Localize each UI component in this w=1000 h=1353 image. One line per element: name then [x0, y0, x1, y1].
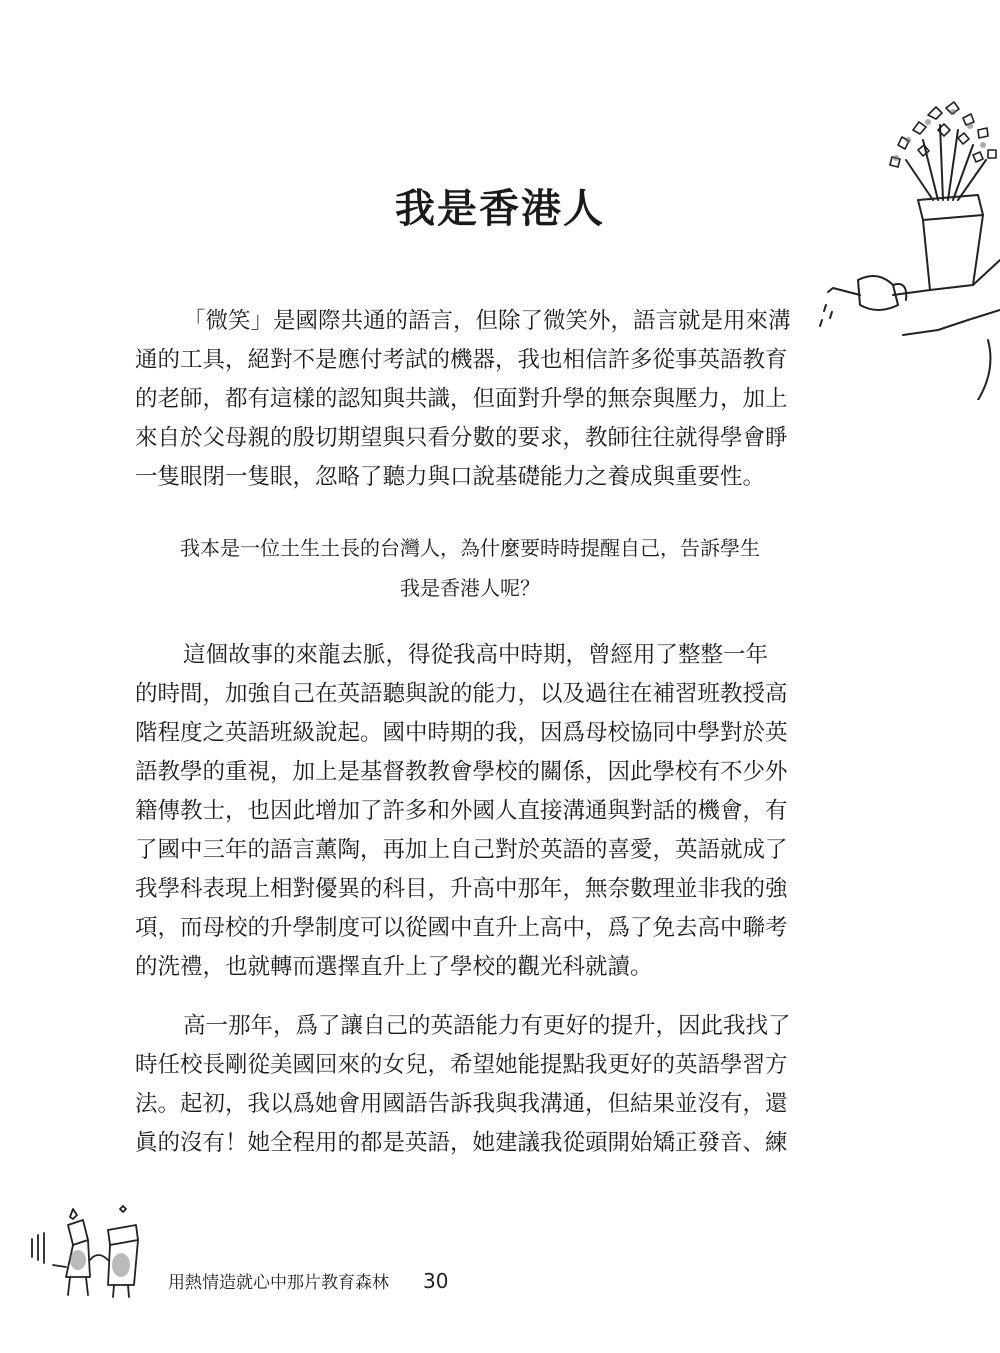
text-line: 一隻眼閉一隻眼，忽略了聽力與口說基礎能力之養成與重要性。 [135, 464, 766, 490]
text-line: 這個故事的來龍去脈，得從我高中時期，曾經用了整整一年 [183, 642, 769, 668]
page-footer [168, 1268, 448, 1293]
text-line: 我學科表現上相對優異的科目，升高中那年，無奈數理並非我的強 [135, 876, 788, 902]
text-line: 法。起初，我以爲她會用國語告訴我與我溝通，但結果並沒有，還 [135, 1091, 788, 1117]
quote-line: 我是香港人呢？ [400, 576, 540, 600]
paragraph-story [135, 636, 805, 987]
text-line: 的時間，加強自己在英語聽與說的能力，以及過往在補習班教授高 [135, 681, 788, 707]
pull-quote [135, 528, 805, 608]
text-line: 「微笑」是國際共通的語言，但除了微笑外，語言就是用來溝 [183, 308, 791, 334]
paragraph-high-school [135, 1007, 805, 1163]
book-title: 用熱情造就心中那片教育森林 [168, 1273, 389, 1293]
text-line: 了國中三年的語言薰陶，再加上自己對於英語的喜愛，英語就成了 [135, 837, 788, 863]
page-number: 30 [423, 1269, 449, 1293]
text-line: 項，而母校的升學制度可以從國中直升上高中，爲了免去高中聯考 [135, 915, 788, 941]
paragraph-intro [135, 302, 805, 497]
text-line: 的洗禮，也就轉而選擇直升上了學校的觀光科就讀。 [135, 954, 653, 980]
watering-plant-illustration-icon [818, 100, 1000, 400]
text-line: 階程度之英語班級說起。國中時期的我，因爲母校協同中學對於英 [135, 720, 788, 746]
text-line: 語教學的重視，加上是基督教教會學校的關係，因此學校有不少外 [135, 759, 788, 785]
text-line: 籍傳教士，也因此增加了許多和外國人直接溝通與對話的機會，有 [135, 798, 788, 824]
text-line: 時任校長剛從美國回來的女兒，希望她能提點我更好的英語學習方 [135, 1052, 788, 1078]
text-line: 來自於父母親的殷切期望與只看分數的要求，教師往往就得學會睜 [135, 425, 788, 451]
text-line: 的老師，都有這樣的認知與共識，但面對升學的無奈與壓力，加上 [135, 386, 788, 412]
chapter-title: 我是香港人 [395, 184, 605, 232]
children-plants-illustration-icon [28, 1205, 148, 1300]
quote-line: 我本是一位土生土長的台灣人，為什麼要時時提醒自己，告訴學生 [180, 536, 760, 560]
text-line: 高一那年，爲了讓自己的英語能力有更好的提升，因此我找了 [183, 1013, 791, 1039]
text-line: 眞的沒有！她全程用的都是英語，她建議我從頭開始矯正發音、練 [135, 1130, 788, 1156]
text-line: 通的工具，絕對不是應付考試的機器，我也相信許多從事英語教育 [135, 347, 788, 373]
